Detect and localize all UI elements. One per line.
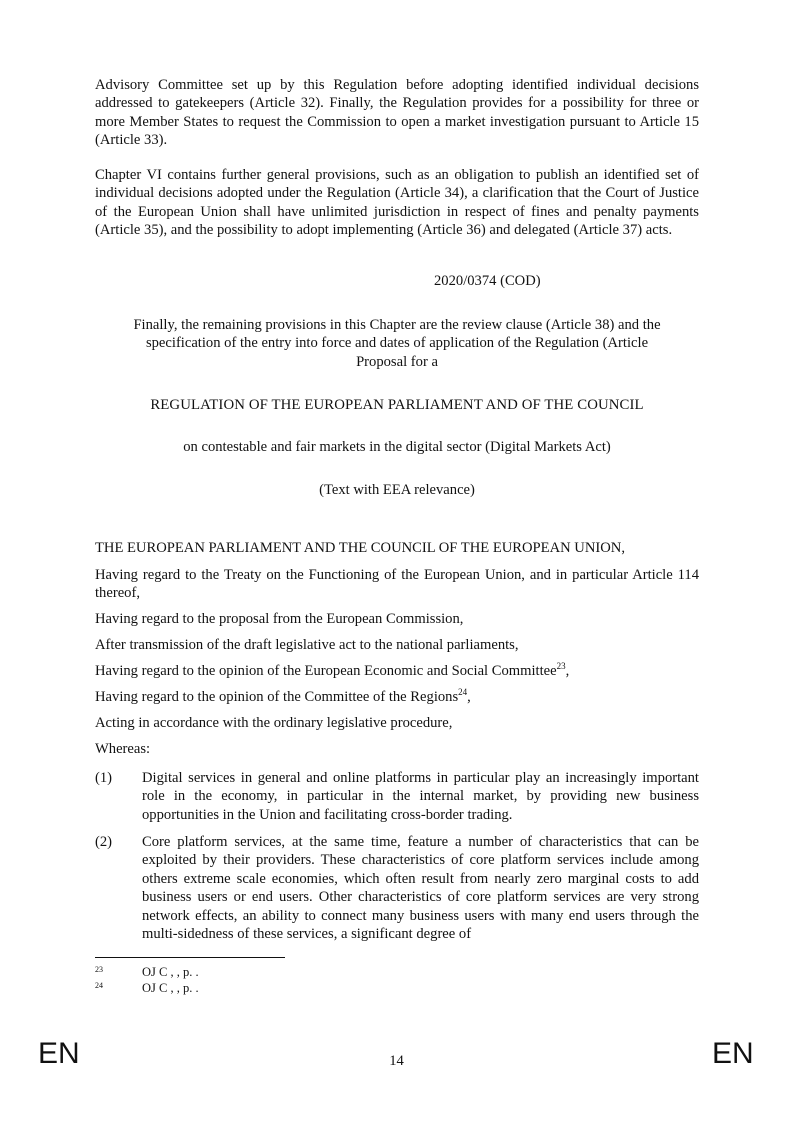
- regulation-title: REGULATION OF THE EUROPEAN PARLIAMENT AND OF THE COUNCIL: [150, 397, 644, 413]
- recital-1: [95, 769, 699, 824]
- preamble-treaty: Having regard to the Treaty on the Functioning of the European Union, and in particular Article 114 thereof,: [95, 567, 699, 602]
- preamble-authors: THE EUROPEAN PARLIAMENT AND THE COUNCIL OF THE EUROPEAN UNION,: [95, 540, 625, 556]
- recital-number: (1): [95, 770, 113, 786]
- language-code-right: EN: [712, 1037, 754, 1070]
- language-code-left: EN: [38, 1037, 80, 1070]
- preamble-whereas: Whereas:: [95, 741, 151, 757]
- footnote-text: OJ C , , p. .: [142, 981, 199, 995]
- preamble-transmission: After transmission of the draft legislative act to the national parliaments,: [95, 637, 519, 653]
- page-number: 14: [389, 1053, 404, 1069]
- footnote-ref-23[interactable]: 23: [556, 661, 566, 672]
- recital-number: (2): [95, 834, 113, 850]
- recital-text: Digital services in general and online platforms in particular play an increasingly important role in the economy, in particular in the internal market, by providing new business opportunities in the Union and facilitating cross-border trading.: [142, 770, 699, 823]
- preamble-cor-comma: ,: [467, 689, 471, 705]
- preamble-esc: [95, 662, 699, 680]
- recital-2: [95, 833, 699, 943]
- recital-text: Core platform services, at the same time, feature a number of characteristics that can be exploited by their providers. These characteristics of core platform services include among others extreme scale economies, which often result from nearly zero marginal costs to add business users or end users. Other characteristics of core platform services are very strong network effects, an ability to connect many business users with many end users through the multi-sidedness of these services, a significant degree of: [142, 834, 699, 943]
- overlap-text: Finally, the remaining provisions in this Chapter are the review clause (Article 38) and the specification of the entry into force and dates of application of the Regulation (Article: [133, 317, 661, 352]
- paragraph-chapter-vi: Chapter VI contains further general provisions, such as an obligation to publish an identified set of individual decisions adopted under the Regulation (Article 34), a clarification that the Court of Justice of the European Union shall have unlimited jurisdiction in respect of fines and penalty payments (Article 35), and the possibility to adopt implementing (Article 36) and delegated (Article 37) acts.: [95, 167, 699, 239]
- preamble-proposal: Having regard to the proposal from the European Commission,: [95, 611, 464, 627]
- footnote-separator: [95, 957, 285, 958]
- preamble-cor: [95, 688, 699, 706]
- preamble-esc-comma: ,: [565, 663, 570, 679]
- regulation-subtitle: on contestable and fair markets in the digital sector (Digital Markets Act): [183, 439, 611, 455]
- paragraph-advisory-committee: Advisory Committee set up by this Regulation before adopting identified individual decisions addressed to gatekeepers (Article 32). Finally, the Regulation provides for a possibility for three or more Member States to request the Commission to open a market investigation pursuant to Article 15 (Article 33).: [95, 77, 699, 149]
- footnote-text: OJ C , , p. .: [142, 965, 199, 979]
- footnote-ref-24[interactable]: 24: [458, 687, 468, 698]
- footnote-number: 23: [95, 965, 103, 974]
- preamble-procedure: Acting in accordance with the ordinary legislative procedure,: [95, 715, 453, 731]
- preamble-esc-text: Having regard to the opinion of the European Economic and Social Committee: [95, 663, 557, 679]
- eea-relevance: (Text with EEA relevance): [319, 482, 475, 498]
- overlap-block: [105, 316, 689, 371]
- proposal-for: Proposal for a: [356, 353, 438, 370]
- procedure-code: 2020/0374 (COD): [434, 273, 541, 289]
- preamble-cor-text: Having regard to the opinion of the Committee of the Regions: [95, 689, 459, 705]
- footnote-number: 24: [95, 981, 103, 990]
